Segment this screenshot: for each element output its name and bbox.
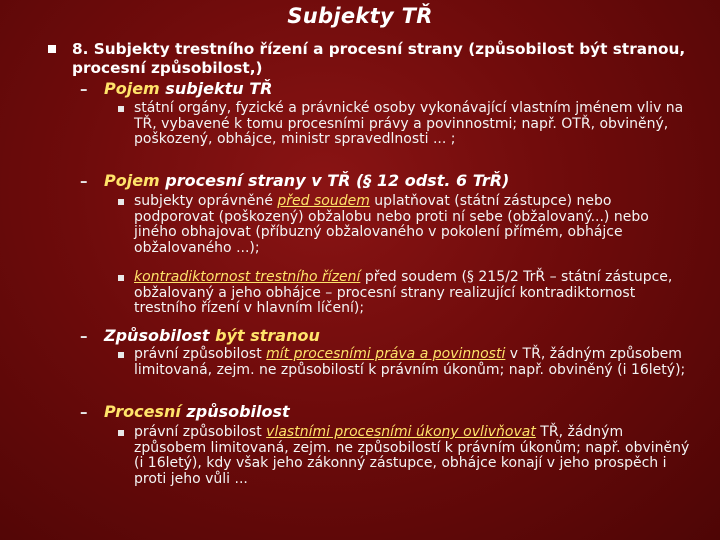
section-2-item-2 bbox=[134, 270, 694, 317]
section-2-label-a: Pojem bbox=[104, 171, 160, 190]
dash-icon: – bbox=[80, 403, 88, 421]
section-2-item-1 bbox=[134, 194, 694, 256]
item-text: právní způsobilost bbox=[134, 346, 267, 362]
item-text: v TŘ, žádným způsobem limitovaná, zejm. ne způsobilostí k právním úkonům; např. obviněný (i 16letý); bbox=[134, 346, 686, 378]
small-bullet-icon bbox=[118, 275, 124, 281]
dash-icon: – bbox=[80, 80, 88, 98]
section-1-label-a: Pojem bbox=[104, 79, 160, 98]
section-1-label-b: subjektu TŘ bbox=[159, 79, 273, 98]
section-1-label bbox=[104, 79, 273, 99]
item-text: TŘ, žádným způsobem limitovaná, zejm. ne způsobilostí k právním úkonům; např. obviněný (i 16letý), kdy však jeho zákonný zástupce, obhájce konají v jeho prospěch i proti jeho vůli ... bbox=[134, 424, 690, 487]
section-4-item-1 bbox=[134, 425, 694, 487]
section-2-label bbox=[104, 171, 509, 191]
item-text: právní způsobilost bbox=[134, 424, 267, 440]
dash-icon: – bbox=[80, 172, 88, 190]
small-bullet-icon bbox=[118, 352, 124, 358]
section-4-label-a: Procesní bbox=[104, 402, 181, 421]
dash-icon: – bbox=[80, 327, 88, 345]
section-4-label-b: způsobilost bbox=[180, 402, 290, 421]
item-text: před soudem (§ 215/2 TrŘ – státní zástupce, obžalovaný a jeho obhájce – procesní strany realizující kontradiktornost trestního řízení v hlavním líčení); bbox=[134, 269, 673, 316]
item-link[interactable]: před soudem bbox=[277, 193, 370, 209]
item-link[interactable]: kontradiktornost trestního řízení bbox=[134, 269, 361, 285]
section-1-item-1 bbox=[134, 101, 694, 148]
slide-title: Subjekty TŘ bbox=[287, 4, 433, 28]
small-bullet-icon bbox=[118, 430, 124, 436]
section-3-item-1 bbox=[134, 347, 694, 378]
section-4-label bbox=[104, 402, 290, 422]
item-link[interactable]: mít procesními práva a povinnosti bbox=[266, 346, 506, 362]
section-2-label-b: procesní strany v TŘ (§ 12 odst. 6 TrŘ) bbox=[159, 171, 510, 190]
item-link[interactable]: vlastními procesními úkony ovlivňovat bbox=[266, 424, 536, 440]
item-text: státní orgány, fyzické a právnické osoby vykonávající vlastním jménem vliv na TŘ, vybavené k tomu procesními právy a povinnostmi; např. OTŘ, obviněný, poškozený, obhájce, ministr spravedlnosti ... ; bbox=[134, 100, 684, 147]
item-text: subjekty oprávněné bbox=[134, 193, 278, 209]
section-3-label-b: být stranou bbox=[209, 326, 320, 345]
bullet-square-icon bbox=[48, 45, 56, 53]
main-heading: 8. Subjekty trestního řízení a procesní strany (způsobilost být stranou, procesní způsobilost,) bbox=[72, 40, 686, 77]
item-text: uplatňovat (státní zástupce) nebo podporovat (poškozený) obžalobu nebo proti ní sebe (obžalovaný...) nebo jiného obhajovat (příbuzný obžalovaného v pokolení přímém, obhájce obžalovaného ...); bbox=[134, 193, 649, 256]
section-3-label-a: Způsobilost bbox=[104, 326, 210, 345]
small-bullet-icon bbox=[118, 199, 124, 205]
section-3-label bbox=[104, 326, 320, 346]
small-bullet-icon bbox=[118, 106, 124, 112]
